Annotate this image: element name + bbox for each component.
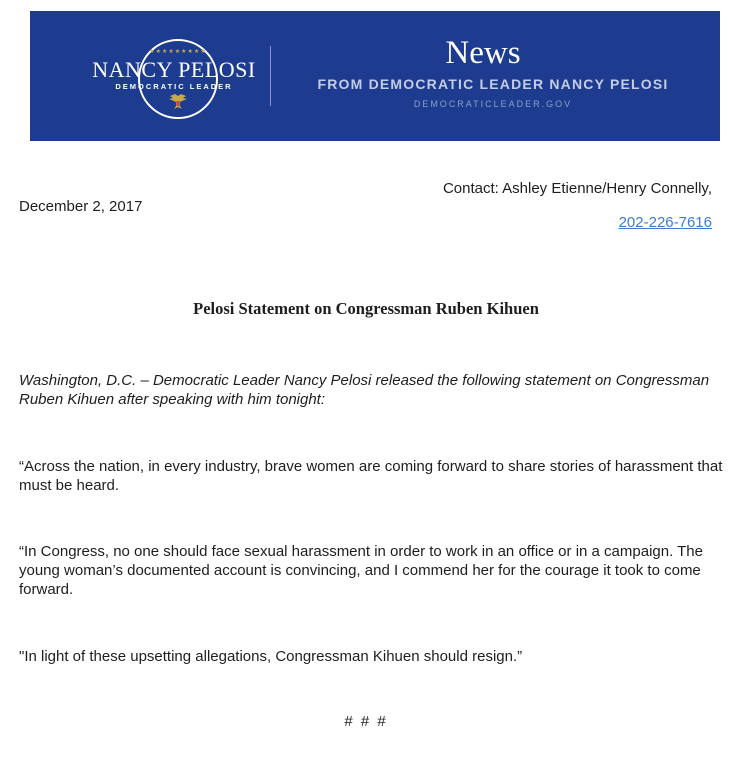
- website-text: DEMOCRATICLEADER.GOV: [413, 99, 573, 109]
- seal-stars-icon: ★★★★★★★★★: [149, 49, 207, 55]
- dateline-paragraph: Washington, D.C. – Democratic Leader Nancy Pelosi released the following statement on Congressman Ruben Kihuen after speaking with him tonight:: [19, 372, 710, 408]
- eagle-icon: [167, 93, 189, 111]
- statement-title: Pelosi Statement on Congressman Ruben Kihuen: [193, 299, 539, 318]
- news-heading: News: [445, 35, 521, 71]
- leader-role: DEMOCRATIC LEADER: [115, 82, 233, 91]
- from-line: FROM DEMOCRATIC LEADER NANCY PELOSI: [317, 76, 669, 92]
- phone-link[interactable]: 202-226-7616: [618, 214, 712, 231]
- contact-line: Contact: Ashley Etienne/Henry Connelly,: [442, 180, 712, 197]
- news-banner: [30, 11, 720, 141]
- release-date: December 2, 2017: [19, 198, 143, 215]
- banner-divider: [270, 46, 271, 106]
- end-mark: # # #: [344, 713, 388, 730]
- quote-paragraph-1: “Across the nation, in every industry, brave women are coming forward to share stories of harassment that must be heard.: [19, 458, 723, 494]
- leader-name: NANCY PELOSI: [92, 57, 256, 82]
- quote-paragraph-3: "In light of these upsetting allegations, Congressman Kihuen should resign.”: [19, 648, 523, 665]
- quote-paragraph-2: “In Congress, no one should face sexual harassment in order to work in an office or in a campaign. The young woman’s documented account is convincing, and I commend her for the courage it took to come forward.: [19, 543, 703, 598]
